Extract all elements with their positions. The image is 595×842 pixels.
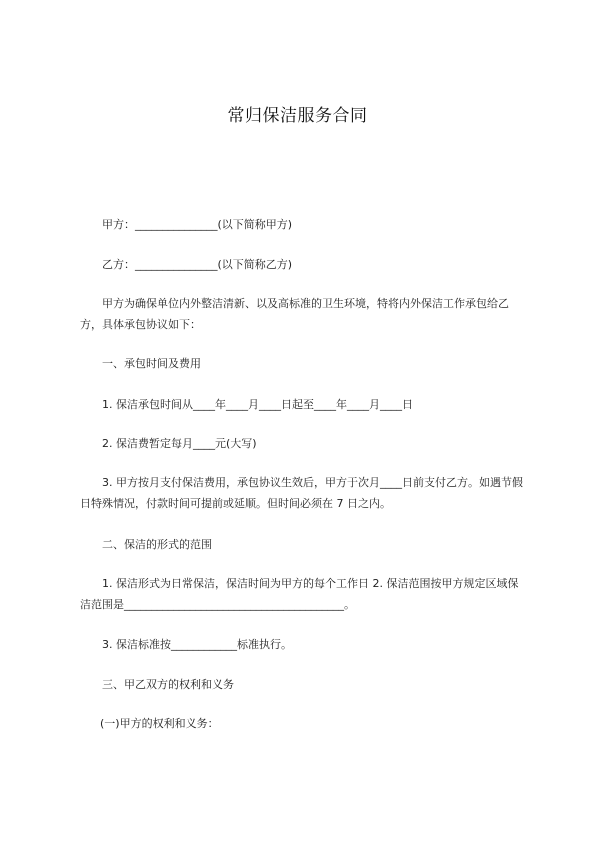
section-1-heading: 一、承包时间及费用: [102, 357, 201, 370]
section-3-heading: 三、甲乙双方的权利和义务: [102, 678, 234, 691]
party-b-line: 乙方：_______________(以下简称乙方): [102, 258, 293, 271]
intro-paragraph: 甲方为确保单位内外整洁清新、以及高标准的卫生环境，特将内外保洁工作承包给乙方，具体承包协议如下：: [80, 297, 509, 331]
party-a-line: 甲方：_______________(以下简称甲方): [102, 218, 293, 231]
document-title: 常归保洁服务合同: [227, 106, 368, 126]
clause-1-3: 3. 甲方按月支付保洁费用，承包协议生效后，甲方于次月____日前支付乙方。如遇节假日特殊情况，付款时间可提前或延顺。但时间必须在 7 日之内。: [80, 476, 523, 510]
subsection-3-1-heading: (一)甲方的权利和义务：: [100, 717, 219, 730]
clause-1-2: 2. 保洁费暂定每月____元(大写): [102, 437, 257, 450]
clause-2-1: 1. 保洁形式为日常保洁，保洁时间为甲方的每个工作日 2. 保洁范围按甲方规定区域保洁范围是________________________________________。: [80, 577, 519, 611]
clause-2-3: 3. 保洁标准按____________标准执行。: [102, 638, 292, 651]
clause-1-1: 1. 保洁承包时间从____年____月____日起至____年____月____日: [102, 398, 413, 411]
section-2-heading: 二、保洁的形式的范围: [102, 538, 212, 551]
